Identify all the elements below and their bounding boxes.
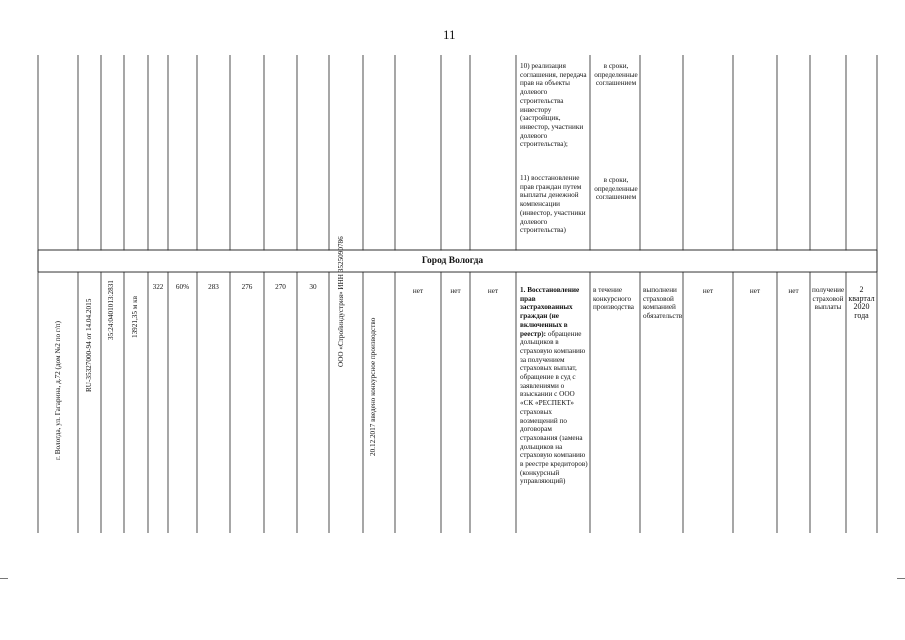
no-6: нет: [788, 287, 799, 295]
measure-title: 1. Восстановление прав застрахованных граждан (не включенных в реестр):: [520, 286, 580, 338]
section-title: Город Вологда: [421, 256, 484, 266]
no-1: нет: [412, 287, 424, 295]
cadastral-number: 35:24:0401013:2831: [107, 280, 115, 340]
result: получение страховой выплаты: [812, 286, 845, 312]
period: 2 квартал 2020 года: [848, 285, 875, 321]
item-10-text: 10) реализация соглашения, передача прав на объекты долевого строительства инвестору (застройщик, инвестор, участники долевого строительства);: [520, 62, 587, 149]
measure: [520, 286, 588, 486]
value-1: 322: [152, 283, 164, 291]
measure-text: обращение дольщиков в страховую компанию за получением страховых выплат, обращение в суд с заявлениями о взыскании с ООО «СК «РЕСПЕКТ» страховых возмещений по договорам страхования (замена дольщиков на страховую компанию в реестре кредиторов) (конкурсный управляющий): [520, 329, 588, 486]
item-10-deadline: в сроки, определенные соглашением: [594, 62, 638, 88]
measure-obligation: выполнени страховой компанией обязательств: [643, 286, 683, 321]
value-3: 276: [241, 283, 253, 291]
no-5: нет: [749, 287, 761, 295]
no-2: нет: [450, 287, 461, 295]
readiness-percent: 60%: [175, 283, 190, 291]
item-11-deadline: в сроки, определенные соглашением: [594, 176, 638, 202]
margin-mark-left: [0, 578, 8, 579]
value-4: 270: [275, 283, 286, 291]
item-11-text: 11) восстановление прав граждан путем выплаты денежной компенсации (инвестор, участники долевого строительства): [520, 174, 586, 235]
bankruptcy-status: 20.12.2017 введено конкурсное производство: [369, 317, 377, 456]
floor-area: 13921,35 м кв: [131, 296, 139, 338]
value-5: 30: [309, 283, 317, 291]
address: г. Вологда, ул. Гагарина, д.72 (дом №2 по г/п): [54, 320, 62, 460]
developer: ООО «Стройиндустрия» ИНН 3525090786: [337, 236, 345, 367]
measure-deadline: в течение конкурсного производства: [593, 286, 634, 312]
page-number: 11: [443, 27, 456, 42]
no-3: нет: [487, 287, 499, 295]
no-4: нет: [702, 287, 714, 295]
permit: RU-35327000-94 от 14.04.2015: [85, 298, 93, 392]
margin-mark-right: [897, 578, 905, 579]
value-2: 283: [208, 283, 219, 291]
